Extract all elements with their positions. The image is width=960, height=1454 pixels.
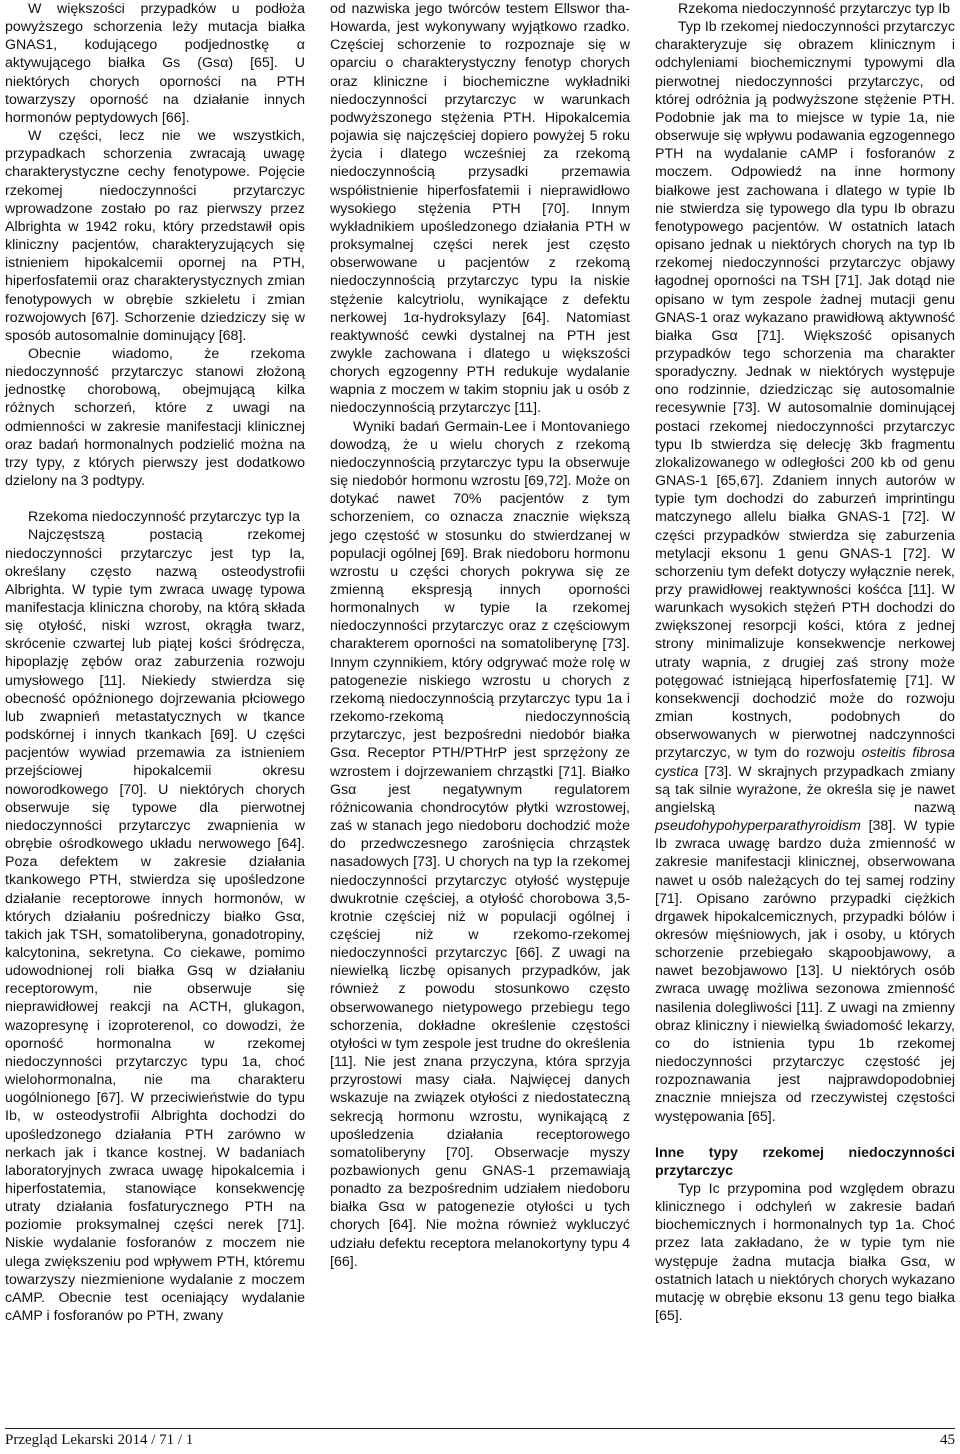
italic-term: pseudohypohyperparathyroidism bbox=[655, 818, 861, 835]
column-left bbox=[5, 0, 305, 1325]
subsection-heading: Rzekoma niedoczynność przytarczyc typ Ia bbox=[28, 509, 301, 526]
journal-citation: Przegląd Lekarski 2014 / 71 / 1 bbox=[5, 1432, 194, 1448]
paragraph: Obecnie wiadomo, że rzekoma niedoczynność przytarczyc stanowi złożoną jednostkę chorobową, obejmującą kilka różnych schorzeń, które z uwagi na odmienności w zakresie manifestacji klinicznej oraz badań hormonalnych podzielić można na trzy typy, z których pierwszy jest dodatkowo dzielony na 3 podtypy. bbox=[5, 345, 305, 490]
column-middle bbox=[330, 0, 630, 1271]
text-run: [38]. W typie Ib zwraca uwagę bardzo duża zmienność w zakresie manifestacji klinicznej, obserwowana nawet u osób należących do tej samej rodziny [71]. Opisano zarówno przypadki ciężkich drgawek hipokalcemicznych, przypadki bólów i okresów mięśniowych, jak i osoby, u których schorzenie przebiegało skąpoobjawowy, a nawet bezobjawowo [13]. U niektórych osób zwraca uwagę możliwa sezonowa zmienność nasilenia dolegliwości [11]. Z uwagi na zmienny obraz kliniczny i niewielką świadomość lekarzy, co do istnienia typu 1b rzekomej niedoczynności przytarczyc częstość jej rozpoznawania jest najprawdopodobniej znacznie mniejsza od rzeczywistej częstości występowania [65]. bbox=[655, 818, 955, 1125]
footer-divider bbox=[5, 1428, 955, 1429]
text-run: Typ Ib rzekomej niedoczynności przytarczyc charakteryzuje się obrazem klinicznym i odchyleniami biochemicznymi typowymi dla pierwotnej niedoczynności przytarczyc, od której odróżnia ją podwyższone stężenie PTH. Podobnie jak ma to miejsce w typie 1a, nie obserwuje się wpływu podawania egzogennego PTH na wydalanie cAMP i fosforanów z moczem. Odpowiedź na inne hormony białkowe jest zachowana i dlatego w typie Ib nie stwierdza się typowego dla typu Ib obrazu fenotypowego pacjentów. W ostatnich latach opisano jednak u niektórych chorych na typ Ib rzekomej niedoczynności przytarczyc objawy łagodnej oporności na TSH [71]. Jak dotąd nie opisano w tym zespole żadnej mutacji genu GNAS-1 oraz wykazano prawidłową aktywność białka Gsα [71]. Większość opisanych przypadków tego schorzenia ma charakter sporadyczny. Jednak w niektórych występuje ono rodzinnie, dziedzicząc się autosomalnie recesywnie [73]. W autosomalnie dominującej postaci rzekomej niedoczynności przytarczyc typu Ib stwierdza się delecję 3kb fragmentu zlokalizowanego w odległości 200 kb od genu GNAS-1 [65,67]. Zdaniem innych autorów w typie tym dochodzi do zaburzeń imprintingu matczynego allelu białka GNAS-1 [72]. W części przypadków stwierdza się zaburzenia metylacji eksonu 1 genu GNAS-1 [72]. W schorzeniu tym defekt dotyczy wyłącznie nerek, przy prawidłowej reaktywności kośćca [11]. W warunkach wysokich stężeń PTH dochodzi do zwiększonej resorpcji kości, która z jednej strony minimalizuje konsekwencje nerkowej utraty wapnia, z drugiej zaś strony może potęgować istniejącą hiperfosfatemię [71]. W konsekwencji dochodzić może do rozwoju zmian kostnych, podobnych do obserwowanych w pierwotnej nadczynności przytarczyc, w tym do rozwoju bbox=[655, 19, 955, 762]
section-heading: Inne typy rzekomej niedoczynności przytarczyc bbox=[655, 1144, 955, 1179]
paragraph bbox=[655, 18, 955, 1126]
page-number: 45 bbox=[940, 1432, 955, 1448]
italic-term: osteitis fibrosa cystica bbox=[655, 745, 955, 780]
paragraph: W większości przypadków u podłoża powyższego schorzenia leży mutacja białka GNAS1, kodującego podjednostkę α aktywującego białka Gs (Gsα) [65]. U niektórych chorych oporności na PTH towarzyszy oporność na działanie innych hormonów peptydowych [66]. bbox=[5, 1, 305, 126]
paragraph: od nazwiska jego twórców testem Ellswor tha-Howarda, jest wykonywany wyjątkowo rzadko. Częściej schorzenie to rozpoznaje się w oparciu o charakterystyczny fenotyp chorych oraz kliniczne i biochemiczne wykładniki niedoczynności przytarczyc w warunkach podwyższonego stężenia PTH. Hipokalcemia pojawia się najczęściej dopiero powyżej 5 roku życia i dlatego wcześniej za rzekomą niedoczynnością przysadki przemawia współistnienie hiperfosfatemii i nieprawidłowo wysokiego stężenia PTH [70]. Innym wykładnikiem upośledzonego działania PTH w proksymalnej części nerek jest często obserwowane u pacjentów z rzekomą niedoczynnością przytarczyc typu Ia niskie stężenie kalcytriolu, wynikające z defektu nerkowej 1α-hydroksylazy [64]. Natomiast reaktywność cewki dystalnej na PTH jest zwykle zachowana i dlatego u większości chorych egzogenny PTH redukuje wydalanie wapnia z moczem w takim stopniu jak u osób z niedoczynnością przytarczyc [11]. bbox=[330, 1, 630, 417]
paragraph: Najczęstszą postacią rzekomej niedoczynności przytarczyc jest typ Ia, określany często nazwą osteodystrofii Albrighta. W typie tym zwraca uwagę typowa manifestacja kliniczna choroby, na którą składa się otyłość, niski wzrost, okrągła twarz, skrócenie czwartej lub piątej kości śródręcza, hipoplazję zębów oraz zaburzenia rozwoju umysłowego [11]. Niekiedy stwierdza się obecność opóźnionego dojrzewania płciowego lub zwapnień metastatycznych w tkance podskórnej i innych tkankach [69]. U części pacjentów wywiad przemawia za istnieniem przejściowej hipokalcemii okresu noworodkowego [70]. U niektórych chorych obserwuje się typowe dla pierwotnej niedoczynności przytarczyc zwapnienia w obrębie ośrodkowego układu nerwowego [64]. Poza defektem w zakresie działania tkankowego PTH, stwierdza się upośledzone działanie receptorowe innych hormonów, w których działaniu pośredniczy białko Gsα, takich jak TSH, somatoliberyna, gonadotropiny, kalcytonina, sekretyna. Co ciekawe, pomimo udowodnionej roli białka Gsq w działaniu receptorowym, nie obserwuje się nieprawidłowej reakcji na ACTH, glukagon, wazopresynę i izoproterenol, co dowodzi, że oporność hormonalna w rzekomej niedoczynności przytarczyc typu 1a, choć wielohormonalna, nie ma charakteru uogólnionego [67]. W przeciwieństwie do typu Ib, w osteodystrofii Albrighta dochodzi do upośledzonego działania PTH zarówno w nerkach jak i tkance kostnej. W badaniach laboratoryjnych zwraca uwagę hipokalcemia i hiperfostatemia, stanowiące konsekwencję utraty działania fosfaturycznego PTH na poziomie proksymalnej części nerek [71]. Niskie wydalanie fosforanów z moczem nie ulega zwiększeniu pod wpływem PTH, któremu towarzyszy niezmienione wydalanie z moczem cAMP. Obecnie test oceniający wydalanie cAMP i fosforanów po PTH, zwany bbox=[5, 527, 305, 1325]
subsection-heading: Rzekoma niedoczynność przytarczyc typ Ib bbox=[678, 1, 951, 17]
paragraph: Typ Ic przypomina pod względem obrazu klinicznego i odchyleń w zakresie badań biochemicznych i hormonalnych typ 1a. Choć przez lata zakładano, że w typie tym nie występuje żadna mutacja białka Gsα, w ostatnich latach u niektórych chorych wykazano mutację w obrębie eksonu 13 genu tego białka [65]. bbox=[655, 1181, 955, 1325]
text-run: [73]. W skrajnych przypadkach zmiany są tak silnie wyrażone, że określa się je nawet angielską nazwą bbox=[655, 763, 955, 816]
column-right bbox=[655, 0, 955, 1325]
paragraph: W części, lecz nie we wszystkich, przypadkach schorzenia zwracają uwagę charakterystyczne cechy fenotypowe. Pojęcie rzekomej niedoczynności przytarczyc wprowadzone zostało po raz pierwszy przez Albrighta w 1942 roku, który przedstawił opis kliniczny pacjentów, charakteryzujących się istnieniem hipokalcemii opornej na PTH, hiperfosfatemii oraz charakterystycznych zmian fenotypowych w obrębie szkieletu i zmian rozwojowych [67]. Schorzenie dziedziczy się w sposób autosomalnie dominujący [68]. bbox=[5, 128, 305, 344]
paragraph: Wyniki badań Germain-Lee i Montovaniego dowodzą, że u wielu chorych z rzekomą niedoczynnością przytarczyc typu Ia obserwuje się niedobór hormonu wzrostu [69,72]. Może on dotykać nawet 70% pacjentów z tym schorzeniem, co oznacza znacznie większą jego częstość w stosunku do stwierdzanej w populacji ogólnej [69]. Brak niedoboru hormonu wzrostu u części chorych pokrywa się ze zmienną ekspresją innych oporności hormonalnych w typie Ia rzekomej niedoczynności przytarczyc oraz z częściowym charakterem oporności na somatoliberynę [73]. Innym czynnikiem, który odgrywać może rolę w patogenezie niskiego wzrostu u chorych z rzekomą niedoczynnością przytarczyc typu 1a i rzekomo-rzekomą niedoczynnością przytarczyc, jest bezpośredni niedobór białka Gsα. Receptor PTH/PTHrP jest sprzężony ze wzrostem i dojrzewaniem chrząstki [71]. Białko Gsα jest negatywnym regulatorem różnicowania chondrocytów płytki wzrostowej, zaś w stanach jego niedoboru dochodzić może do przedwczesnego zarośnięcia chrząstek nasadowych [73]. U chorych na typ Ia rzekomej niedoczynności przytarczyc otyłość występuje dwukrotnie częściej, a otyłość chorobowa 3,5-krotnie częściej niż w populacji ogólnej i częściej niż w rzekomo-rzekomej niedoczynności przytarczyc [66]. Z uwagi na niewielką liczbę opisanych przypadków, jak również z powodu stosunkowo często obserwowanego nietypowego przebiegu tego schorzenia, dokładne określenie częstości otyłości w tym zespole jest trudne do określenia [11]. Nie jest znana przyczyna, która sprzyja przyrostowi masy ciała. Najwięcej danych wskazuje na związek otyłości z niedostateczną sekrecją hormonu wzrostu, wynikającą z upośledzenia działania receptorowego somatoliberyny [70]. Obserwacje myszy pozbawionych genu GNAS-1 przemawiają ponadto za bezpośrednim udziałem niedoboru białka Gsα w patogenezie otyłości u tych chorych [64]. Nie można również wykluczyć udziału defektu receptora melanokortyny typu 4 [66]. bbox=[330, 418, 630, 1270]
